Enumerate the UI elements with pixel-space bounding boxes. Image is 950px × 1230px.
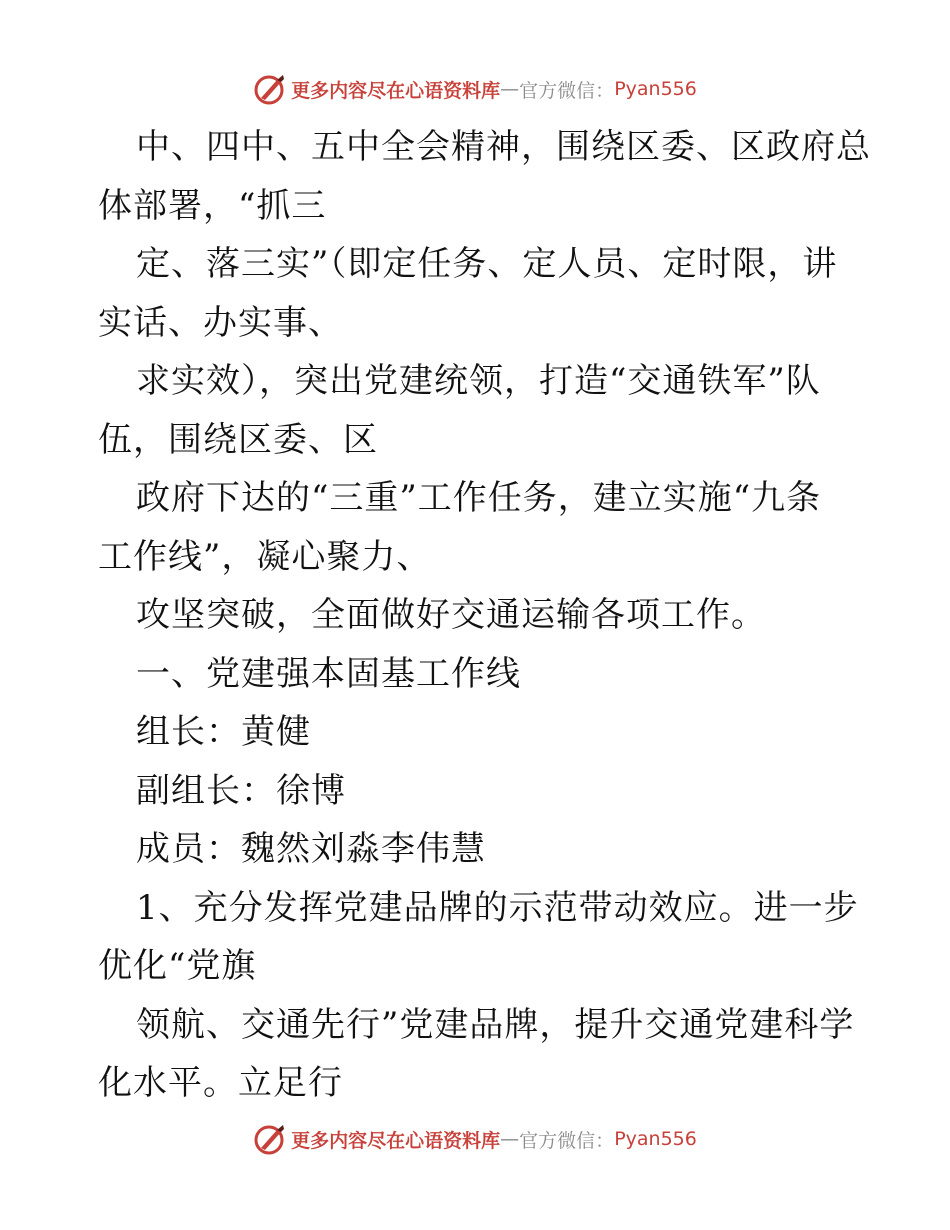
text-line: 定、落三实”（即定任务、定人员、定时限，讲 <box>136 244 838 284</box>
document-body <box>98 118 871 1113</box>
footer-watermark <box>0 1122 950 1156</box>
watermark-dash: — <box>500 1128 520 1150</box>
text-line: 领航、交通先行”党建品牌，提升交通党建科学 <box>136 1004 855 1045</box>
text-line: 中、四中、五中全会精神，围绕区委、区政府总 <box>136 127 871 167</box>
text-line: 求实效），突出党建统领，打造“交通铁军”队 <box>136 361 821 401</box>
text-line: 伍，围绕区委、区 <box>98 419 378 460</box>
text-line: 化水平。立足行 <box>98 1063 343 1103</box>
text-line: 工作线”，凝心聚力、 <box>98 536 432 577</box>
watermark-brand: 更多内容尽在心语资料库 <box>291 1129 501 1152</box>
watermark-wechat-id: Pyan556 <box>614 78 697 100</box>
text-line: 实话、办实事、 <box>98 302 343 343</box>
team-deputy-leader: 副组长：徐博 <box>136 770 346 811</box>
watermark-official-label: 官方微信： <box>519 79 615 102</box>
watermark-wechat-id: Pyan556 <box>614 1128 697 1150</box>
watermark-official-label: 官方微信： <box>519 1129 615 1152</box>
header-watermark <box>0 72 950 106</box>
text-line: 政府下达的“三重”工作任务，建立实施“九条 <box>136 478 822 518</box>
watermark-dash: — <box>500 78 520 100</box>
pen-logo-icon <box>253 1122 287 1156</box>
team-leader: 组长：黄健 <box>136 712 311 752</box>
text-line: 1、充分发挥党建品牌的示范带动效应。进一步 <box>136 887 859 928</box>
text-line: 攻坚突破，全面做好交通运输各项工作。 <box>136 595 766 635</box>
pen-logo-icon <box>253 72 287 106</box>
text-line: 体部署，“抓三 <box>98 185 327 226</box>
text-line: 优化“党旗 <box>98 946 257 986</box>
watermark-brand: 更多内容尽在心语资料库 <box>291 79 501 102</box>
section-heading: 一、党建强本固基工作线 <box>136 653 521 694</box>
team-members: 成员：魏然刘淼李伟慧 <box>136 829 486 869</box>
